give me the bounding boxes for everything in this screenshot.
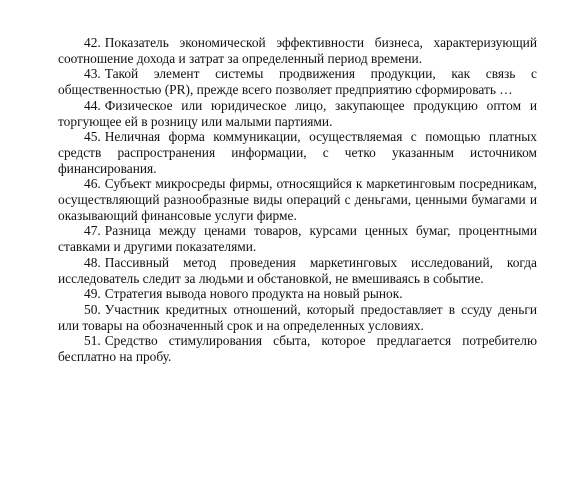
item-text: Участник кредитных отношений, который предоставляет в ссуду деньги или товары на обозначенный срок и на определенных условиях. [58,301,537,333]
list-item [58,98,537,129]
list-item [58,35,537,66]
item-text: Такой элемент системы продвижения продукции, как связь с общественностью (PR), прежде всего позволяет предприятию сформировать … [58,66,537,98]
item-number: 51. [84,333,101,349]
item-number: 42. [84,35,101,50]
item-number: 45. [84,129,101,145]
list-item [58,302,537,333]
item-number: 43. [84,66,101,82]
item-number: 48. [84,254,101,270]
item-number: 46. [84,176,101,192]
item-text: Физическое или юридическое лицо, закупающее продукцию оптом и торгующее ей в розницу или малыми партиями. [58,97,537,129]
item-text: Неличная форма коммуникации, осуществляемая с помощью платных средств распространения информации, с четко указанным источником финансирования. [58,129,537,176]
list-item [58,66,537,97]
question-list [58,35,537,365]
list-item [58,255,537,286]
list-item [58,129,537,176]
item-text: Пассивный метод проведения маркетинговых исследований, когда исследователь следит за людьми и обстановкой, не вмешиваясь в событие. [58,254,537,286]
item-text: Показатель экономической эффективности бизнеса, характеризующий соотношение дохода и затрат за определенный период времени. [58,35,537,66]
list-item [58,286,537,302]
item-text: Стратегия вывода нового продукта на новый рынок. [104,286,403,302]
item-text: Средство стимулирования сбыта, которое предлагается потребителю бесплатно на пробу. [58,333,537,365]
list-item [58,223,537,254]
list-item [58,176,537,223]
item-number: 44. [84,97,101,113]
item-number: 49. [84,286,101,302]
item-number: 47. [84,223,101,239]
item-text: Субъект микросреды фирмы, относящийся к маркетинговым посредникам, осуществляющий разнообразные виды операций с деньгами, ценными бумагами и оказывающий финансовые услуги фирме. [58,176,537,223]
item-number: 50. [84,301,101,317]
item-text: Разница между ценами товаров, курсами ценных бумаг, процентными ставками и другими показателями. [58,223,537,255]
list-item [58,333,537,364]
